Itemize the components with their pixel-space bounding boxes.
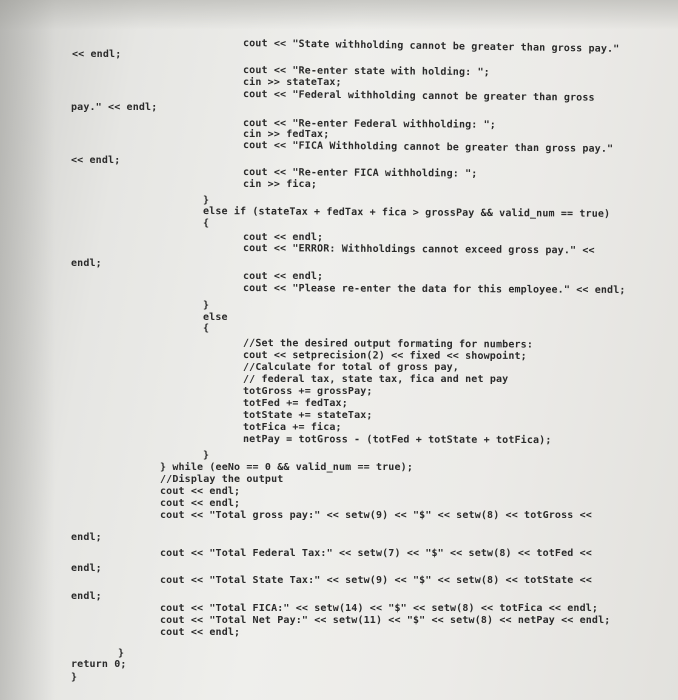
code-line-15: { — [203, 218, 210, 229]
code-line-19: cout << endl; — [243, 271, 324, 282]
page-shadow-left — [0, 0, 55, 700]
code-line-29: totFed += fedTax; — [243, 398, 348, 409]
code-line-25: cout << setprecision(2) << fixed << showpoint; — [242, 350, 527, 362]
code-line-36: cout << endl; — [160, 486, 241, 497]
code-line-40: cout << "Total Federal Tax:" << setw(7) << "$" << setw(8) << totFed << — [160, 548, 592, 559]
code-line-23: { — [203, 323, 210, 334]
code-line-3: cout << "Re-enter state with holding: "; — [242, 65, 490, 79]
code-line-17: cout << "ERROR: Withholdings cannot exceed gross pay." << — [242, 243, 595, 257]
code-line-21: } — [203, 300, 210, 311]
code-line-37: cout << endl; — [160, 498, 241, 509]
code-line-38: cout << "Total gross pay:" << setw(9) << "$" << setw(8) << totGross << — [160, 510, 592, 521]
code-line-2: << endl; — [72, 49, 122, 60]
code-line-12: cin >> fica; — [243, 179, 318, 190]
code-line-48: return 0; — [71, 659, 127, 670]
code-line-10: << endl; — [71, 155, 121, 166]
code-line-34: } while (eeNo == 0 && valid_num == true); — [160, 462, 413, 473]
code-line-9: cout << "FICA Withholding cannot be greater than gross pay." — [242, 140, 614, 155]
code-line-8: cin >> fedTax; — [243, 129, 330, 140]
code-line-47: } — [118, 648, 125, 659]
code-line-6: pay." << endl; — [71, 102, 158, 113]
code-line-5: cout << "Federal withholding cannot be greater than gross — [242, 89, 595, 104]
code-line-33: } — [203, 450, 210, 461]
code-line-22: else — [203, 312, 228, 323]
code-line-13: } — [203, 195, 210, 206]
code-line-41: endl; — [71, 563, 102, 574]
code-line-14: else if (stateTax + fedTax + fica > grossPay && valid_num == true) — [202, 206, 611, 220]
code-line-31: totFica += fica; — [243, 422, 342, 433]
code-line-49: } — [71, 672, 78, 683]
code-line-35: //Display the output — [160, 474, 284, 485]
code-line-32: netPay = totGross - (totFed + totState + totFica); — [242, 434, 552, 447]
code-line-27: // federal tax, state tax, fica and net pay — [243, 374, 509, 385]
code-line-26: //Calculate for total of gross pay, — [243, 362, 459, 373]
code-line-20: cout << "Please re-enter the data for this employee." << endl; — [242, 283, 626, 297]
code-line-11: cout << "Re-enter FICA withholding: "; — [242, 167, 478, 180]
code-line-46: cout << endl; — [160, 627, 241, 638]
code-line-1: cout << "State withholding cannot be greater than gross pay." — [242, 38, 620, 55]
code-line-42: cout << "Total State Tax:" << setw(9) << "$" << setw(8) << totState << — [160, 575, 592, 586]
code-line-7: cout << "Re-enter Federal withholding: "; — [242, 118, 497, 131]
code-line-44: cout << "Total FICA:" << setw(14) << "$" << setw(8) << totFica << endl; — [160, 603, 599, 614]
page-shadow-top — [0, 0, 678, 30]
code-line-45: cout << "Total Net Pay:" << setw(11) << "$" << setw(8) << netPay << endl; — [160, 615, 611, 626]
code-line-16: cout << endl; — [243, 232, 324, 243]
code-line-18: endl; — [71, 258, 102, 269]
code-line-28: totGross += grossPay; — [243, 386, 373, 397]
code-line-4: cin >> stateTax; — [243, 77, 342, 88]
code-line-30: totState += stateTax; — [243, 410, 373, 421]
code-line-24: //Set the desired output formating for numbers: — [242, 338, 534, 351]
code-line-39: endl; — [71, 532, 102, 543]
code-line-43: endl; — [71, 591, 102, 602]
